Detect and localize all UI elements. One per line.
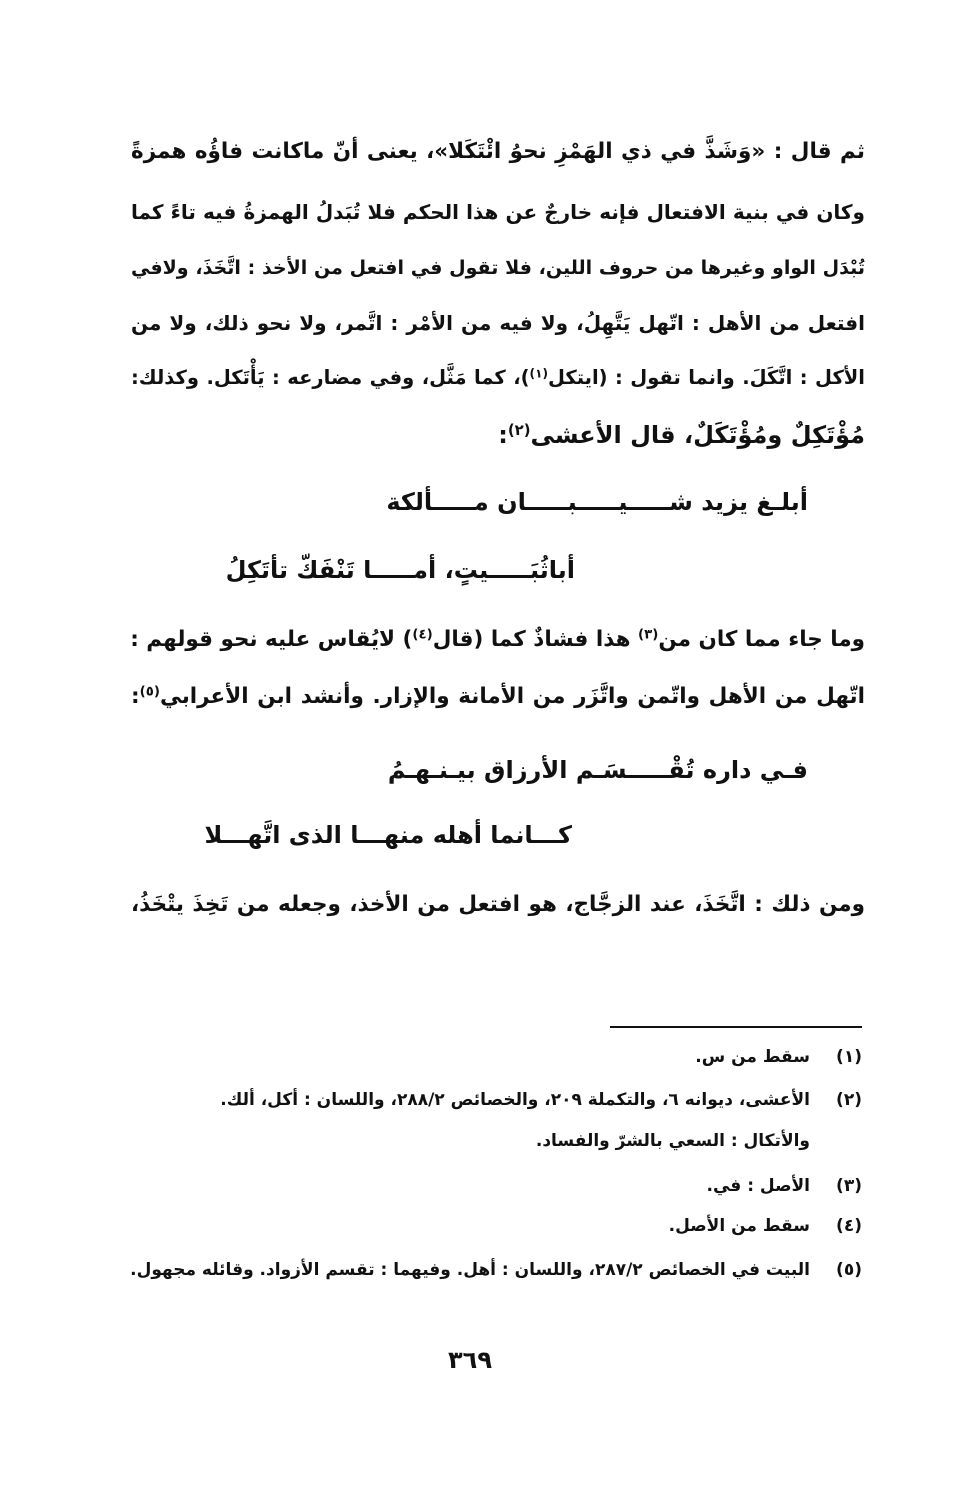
footnote-text: البيت في الخصائص ٢٨٧/٢، واللسان : أهل. وفيهما : تقسم الأزواد. وقائله مجهول. — [130, 1260, 810, 1280]
para2-line-2-text-a: اتّهل من الأهل واتّمن واتَّزَر من الأمانة والإزار. وأنشد ابن الأعرابي — [159, 684, 865, 709]
footnote-item-5 — [130, 1255, 862, 1285]
body-line-3 — [130, 248, 865, 288]
para3-line-1-text: ومن ذلك : اتَّخَذَ، عند الزجَّاج، هو افتعل من الأخذ، وجعله من تَخِذَ يتْخَذُ، — [131, 892, 865, 917]
footnote-item-2 — [150, 1085, 862, 1115]
footnote-marker-5: (٥) — [139, 684, 160, 700]
footnote-number: (٤) — [836, 1216, 862, 1236]
footnote-marker-3: (٣) — [638, 627, 659, 643]
body-line-1 — [130, 132, 865, 172]
body-line-3-text: تُبْدَل الواو وغيرها من حروف اللين، فلا تقول في افتعل من الأخذ : اتَّخَذَ، ولافي — [131, 257, 865, 279]
footnote-text: الأصل : في. — [706, 1176, 810, 1196]
footnote-item-4 — [150, 1211, 862, 1241]
footnote-number: (١) — [836, 1047, 862, 1067]
footnote-marker-1: (١) — [529, 366, 548, 381]
body-line-6-text-b: : — [498, 421, 508, 449]
footnote-text: سقط من الأصل. — [668, 1216, 810, 1236]
verse-2-second-hemistich — [150, 815, 572, 855]
footnote-separator-rule — [610, 1026, 862, 1028]
body-line-6-text-a: مُؤْتَكِلٌ ومُؤْتَكَلٌ، قال الأعشى — [530, 421, 865, 449]
body-line-5 — [130, 358, 865, 398]
footnote-marker-4: (٤) — [412, 627, 433, 643]
body-line-2-text: وكان في بنية الافتعال فإنه خارجٌ عن هذا الحكم فلا تُبَدلُ الهمزةُ فيه تاءً كما — [131, 200, 865, 224]
verse-2-second-text: كـــانما أهله منهـــا الذى اتَّهـــلا — [204, 821, 572, 849]
footnote-number: (٣) — [836, 1176, 862, 1196]
body-line-4 — [130, 303, 865, 343]
para2-line-1 — [130, 620, 865, 660]
footnote-text: الأعشى، ديوانه ٦، والتكملة ٢٠٩، والخصائص ٢٨٨/٢، واللسان : أكل، ألك. — [220, 1090, 810, 1110]
footnote-number: (٢) — [836, 1090, 862, 1110]
body-line-5-text-a: الأكل : اتَّكَلَ. وانما تقول : (ايتكل — [547, 366, 865, 389]
para2-line-1-text-c: ) لايُقاس عليه نحو قولهم : — [130, 627, 413, 652]
verse-1-second-text: أباثُبَـــــيتٍ، أمـــــا تَنْفَكّ تأتَكِلُ — [225, 556, 575, 584]
body-line-6 — [130, 415, 865, 455]
para2-line-1-text-b: هذا فشاذٌ كما (قال — [432, 627, 639, 652]
verse-1-second-hemistich — [150, 550, 575, 590]
body-line-2 — [130, 192, 865, 232]
body-line-5-text-b: )، كما مَثَّل، وفي مضارعه : يَأْتَكل. وكذلك: — [131, 366, 530, 389]
page-number: ٣٦٩ — [448, 1346, 492, 1374]
para3-line-1 — [130, 885, 865, 925]
body-line-1-text: ثم قال : «وَشَذَّ في ذي الهَمْزِ نحوُ ائْتَكَلا»، يعنى أنّ ماكانت فاؤُه همزةً — [131, 139, 865, 164]
para2-line-1-text-a: وما جاء مما كان من — [658, 627, 865, 652]
footnote-text: والأتكال : السعي بالشرّ والفساد. — [535, 1131, 810, 1151]
footnote-item-2-continuation — [150, 1126, 862, 1156]
footnote-item-1 — [150, 1042, 862, 1072]
body-line-4-text: افتعل من الأهل : اتّهل يَتَّهِلُ، ولا فيه من الأمْر : اتَّمر، ولا نحو ذلك، ولا من — [131, 311, 865, 335]
footnote-item-3 — [150, 1171, 862, 1201]
footnote-marker-2: (٢) — [507, 420, 531, 439]
footnote-number: (٥) — [836, 1260, 862, 1280]
verse-1-first-text: أبلـغ يزيد شـــــيـــــبـــــان مـــــألكة — [386, 488, 808, 516]
para2-line-2-text-b: : — [131, 684, 140, 709]
verse-1-first-hemistich — [300, 482, 808, 522]
footnote-text: سقط من س. — [695, 1047, 810, 1067]
para2-line-2 — [130, 677, 865, 717]
verse-2-first-hemistich — [300, 750, 808, 790]
verse-2-first-text: فـي داره تُقْـــــسَـم الأرزاق بيـنـهـمُ — [387, 756, 808, 784]
